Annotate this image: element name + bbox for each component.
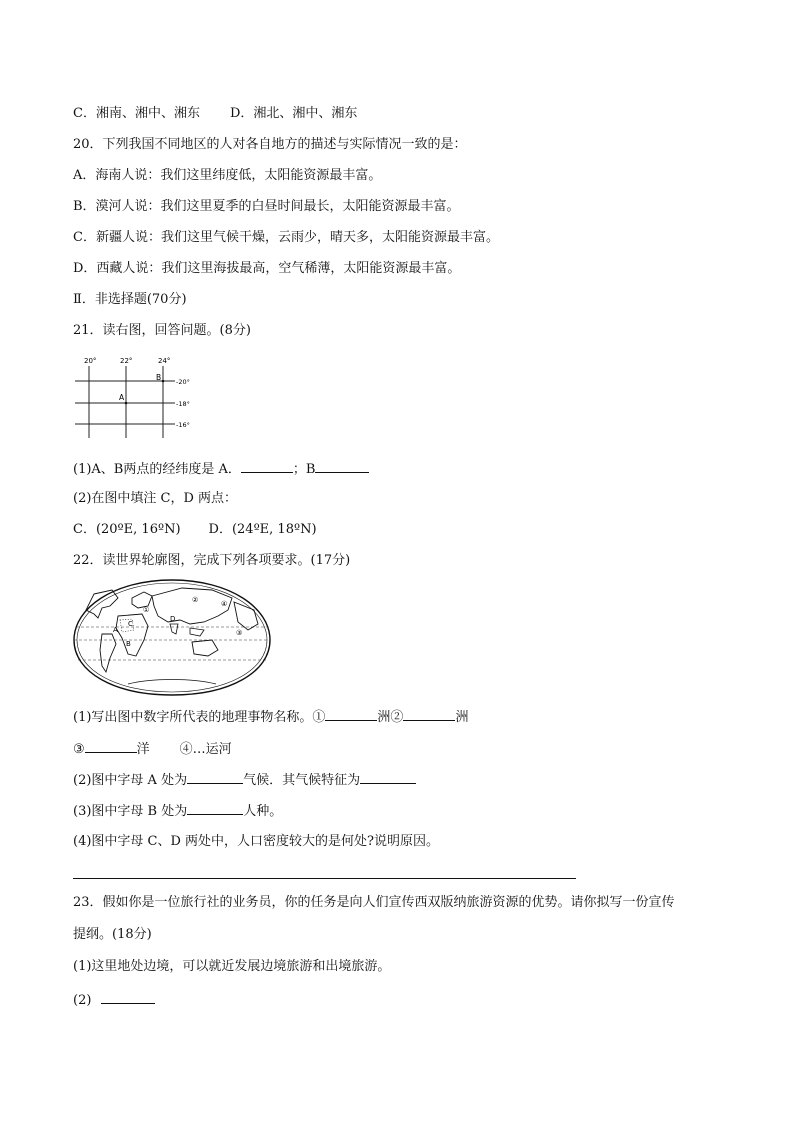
q22-part3-text-a: (3)图中字母 B 处为 bbox=[73, 804, 188, 819]
grid-lat-label: -18° bbox=[176, 400, 190, 408]
map-marker-3: ③ bbox=[236, 629, 243, 637]
q21-part1-text-b: ；B bbox=[292, 462, 316, 477]
q21-point-c: C．(20ºE, 16ºN) bbox=[73, 522, 181, 537]
grid-lon-label: 22° bbox=[120, 357, 133, 365]
q23-part2-label: (2) bbox=[73, 993, 92, 1008]
q22-marker-4-label: ④…运河 bbox=[179, 742, 232, 757]
q21-point-d: D．(24ºE, 18ºN) bbox=[208, 522, 317, 537]
q22-part4: (4)图中字母 C、D 两处中，人口密度较大的是何处?说明原因。 bbox=[73, 834, 440, 849]
q21-blank-a[interactable] bbox=[241, 459, 293, 473]
grid-point-b-label: B bbox=[156, 373, 162, 382]
map-marker-4: ④ bbox=[221, 600, 228, 608]
q22-part1-text: (1)写出图中数字所代表的地理事物名称。① bbox=[73, 710, 326, 725]
q22-part1-zhou1: 洲② bbox=[377, 710, 404, 725]
grid-lon-label: 24° bbox=[158, 357, 171, 365]
q22-part1 bbox=[73, 707, 468, 726]
q22-blank-1[interactable] bbox=[325, 707, 377, 721]
q23-stem-line2: 提纲。(18分) bbox=[73, 927, 152, 942]
grid-lat-label: -20° bbox=[176, 378, 190, 386]
q22-part2-text-b: 气候．其气候特征为 bbox=[243, 773, 361, 788]
q22-part1-cont bbox=[73, 739, 232, 758]
q22-blank-6[interactable] bbox=[187, 801, 243, 815]
q20-option-d: D．西藏人说：我们这里海拔最高，空气稀薄，太阳能资源最丰富。 bbox=[73, 261, 461, 276]
q22-part1-zhou2: 洲 bbox=[455, 710, 469, 725]
q22-marker-3-label: ③ bbox=[73, 742, 85, 757]
map-marker-1: ① bbox=[143, 606, 150, 614]
grid-lat-label: -16° bbox=[176, 421, 190, 429]
q22-part3-text-b: 人种。 bbox=[243, 804, 283, 819]
q19-option-d: D．湘北、湘中、湘东 bbox=[229, 106, 358, 121]
q21-stem: 21．读右图，回答问题。(8分) bbox=[73, 323, 251, 338]
q19-options-line bbox=[73, 105, 357, 122]
q20-option-b: B．漠河人说：我们这里夏季的白昼时间最长，太阳能资源最丰富。 bbox=[73, 199, 460, 214]
q22-part3 bbox=[73, 801, 282, 820]
q21-part3 bbox=[73, 521, 317, 538]
q22-part2 bbox=[73, 770, 416, 789]
q21-part1 bbox=[73, 459, 369, 478]
map-marker-2: ② bbox=[192, 596, 199, 604]
q22-part2-text-a: (2)图中字母 A 处为 bbox=[73, 773, 188, 788]
q21-part1-text-a: (1)A、B两点的经纬度是 A． bbox=[73, 462, 241, 477]
q21-blank-b[interactable] bbox=[315, 459, 369, 473]
map-letter-a: A bbox=[113, 626, 118, 634]
grid-point-a-label: A bbox=[119, 393, 125, 402]
q23-stem-line1: 23．假如你是一位旅行社的业务员，你的任务是向人们宣传西双版纳旅游资源的优势。请你拟写一份宣传 bbox=[73, 895, 675, 910]
grid-lon-label: 20° bbox=[84, 357, 97, 365]
q23-blank[interactable] bbox=[101, 990, 155, 1004]
q21-part2: (2)在图中填注 C，D 两点： bbox=[73, 491, 238, 506]
q22-answer-line[interactable] bbox=[73, 878, 576, 879]
q23-part1: (1)这里地处边境，可以就近发展边境旅游和出境旅游。 bbox=[73, 959, 391, 974]
q22-yang-label: 洋 bbox=[136, 742, 150, 757]
lat-lon-grid-figure bbox=[72, 352, 202, 442]
map-letter-c: C bbox=[128, 620, 133, 628]
q19-option-c: C．湘南、湘中、湘东 bbox=[73, 106, 200, 121]
q20-stem: 20．下列我国不同地区的人对各自地方的描述与实际情况一致的是： bbox=[73, 137, 467, 152]
q23-part2 bbox=[73, 990, 155, 1009]
world-outline-map bbox=[72, 574, 272, 699]
q20-option-a: A．海南人说：我们这里纬度低，太阳能资源最丰富。 bbox=[73, 168, 382, 183]
map-letter-b: B bbox=[126, 640, 131, 648]
q22-stem: 22．读世界轮廓图，完成下列各项要求。(17分) bbox=[73, 553, 351, 568]
q22-blank-5[interactable] bbox=[360, 770, 416, 784]
q20-option-c: C．新疆人说：我们这里气候干燥，云雨少，晴天多，太阳能资源最丰富。 bbox=[73, 230, 499, 245]
q22-blank-4[interactable] bbox=[187, 770, 243, 784]
q22-blank-2[interactable] bbox=[403, 707, 455, 721]
section-heading: Ⅱ．非选择题(70分) bbox=[73, 292, 187, 307]
q22-blank-3[interactable] bbox=[85, 739, 137, 753]
map-letter-d: D bbox=[170, 615, 176, 623]
